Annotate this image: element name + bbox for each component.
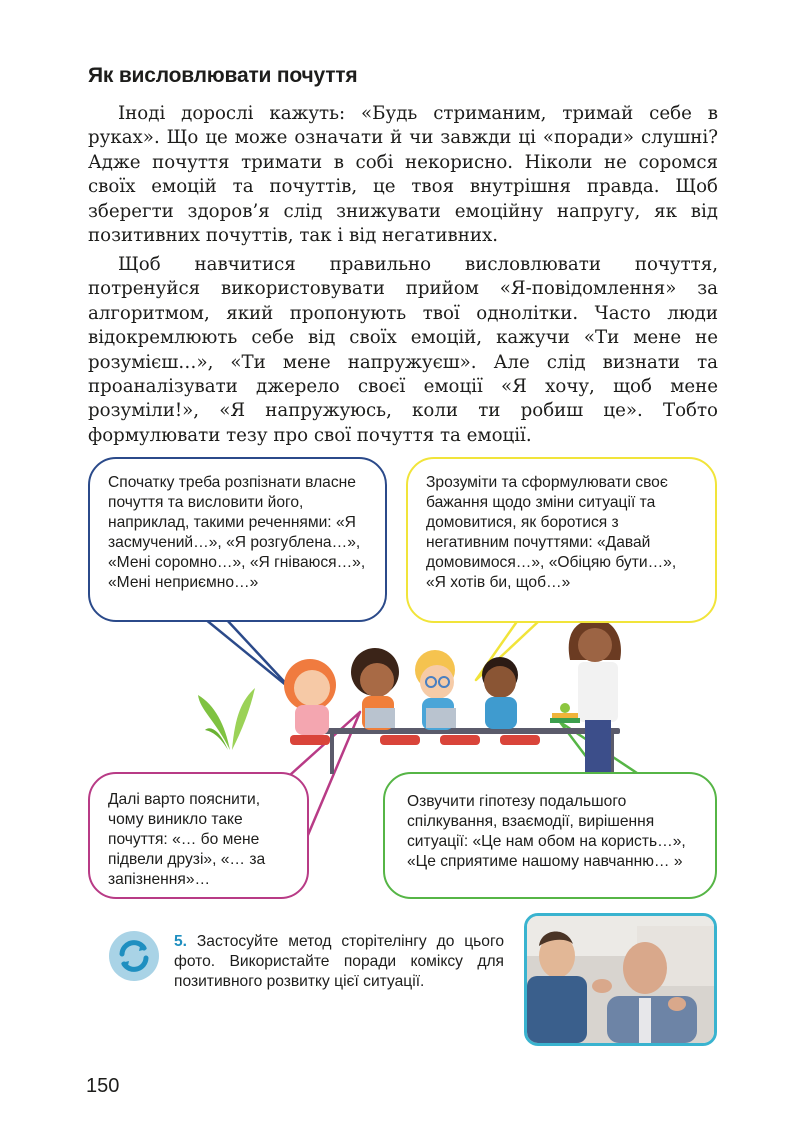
speech-bubble-voice-hypothesis: Озвучити гіпотезу подальшого спілкування, взаємодії, вирішення ситуації: «Це нам обом на користь…», «Це сприятиме нашому навчанню… » [383, 772, 717, 899]
task-body: Застосуйте метод сторітелінгу до цього фото. Використайте поради коміксу для позитивного розвитку цієї ситуації. [174, 933, 504, 990]
speech-bubble-explain-reason: Далі варто пояснити, чому виникло таке почуття: «… бо мене підвели друзі», «… за запізнення»… [88, 772, 309, 899]
child-boy-glasses [415, 650, 456, 730]
photo-conversation [524, 913, 717, 1046]
child-boy [482, 657, 518, 729]
child-girl-curly-hair [351, 648, 399, 730]
speech-bubble-recognize-feeling: Спочатку треба розпізнати власне почуття та висловити його, наприклад, такими реченнями: «Я засмучений…», «Я розгублена…», «Мені соромно…», «Я гніваюся…», «Мені неприємно…» [88, 457, 387, 622]
task-text [174, 932, 504, 992]
plant-icon [198, 688, 255, 750]
child-girl-red-hair [284, 659, 336, 735]
task-number: 5. [174, 933, 188, 950]
paragraph-2: Щоб навчитися правильно висловлювати почуття, потренуйся використовувати прийом «Я-повідомлення» за алгоритмом, який пропонують твої однолітки. Часто люди відокремлюють себе від своїх емоцій, кажучи «Ти мене не розумієш…», «Ти мене напружуєш». Але слід визнати та проаналізувати джерело своєї емоції «Я хочу, щоб мене розуміли!», «Я напружуюсь, коли ти робиш це». Тобто формулювати тезу про свої почуття та емоції. [88, 254, 718, 446]
refresh-cycle-icon [108, 930, 160, 982]
speech-bubble-agree-change: Зрозуміти та сформулювати своє бажання щодо зміни ситуації та домовитися, як боротися з негативним почуттями: «Давай домовимося…», «Обіцяю бути…», «Я хотів би, щоб…» [406, 457, 717, 623]
classroom-illustration [170, 600, 650, 780]
paragraph-1: Іноді дорослі кажуть: «Будь стриманим, тримай себе в руках». Що це може означати й чи завжди ці «поради» слушні? Адже почуття тримати в собі некорисно. Ніколи не соромся своїх емоцій та почуттів, це твоя внутрішня правда. Щоб зберегти здоров’я слід знижувати емоційну напругу, як від позитивних почуттів, так і від негативних. [88, 103, 718, 247]
page-number: 150 [86, 1075, 120, 1097]
section-heading: Як висловлювати почуття [88, 64, 358, 87]
photo-image [527, 916, 714, 1043]
